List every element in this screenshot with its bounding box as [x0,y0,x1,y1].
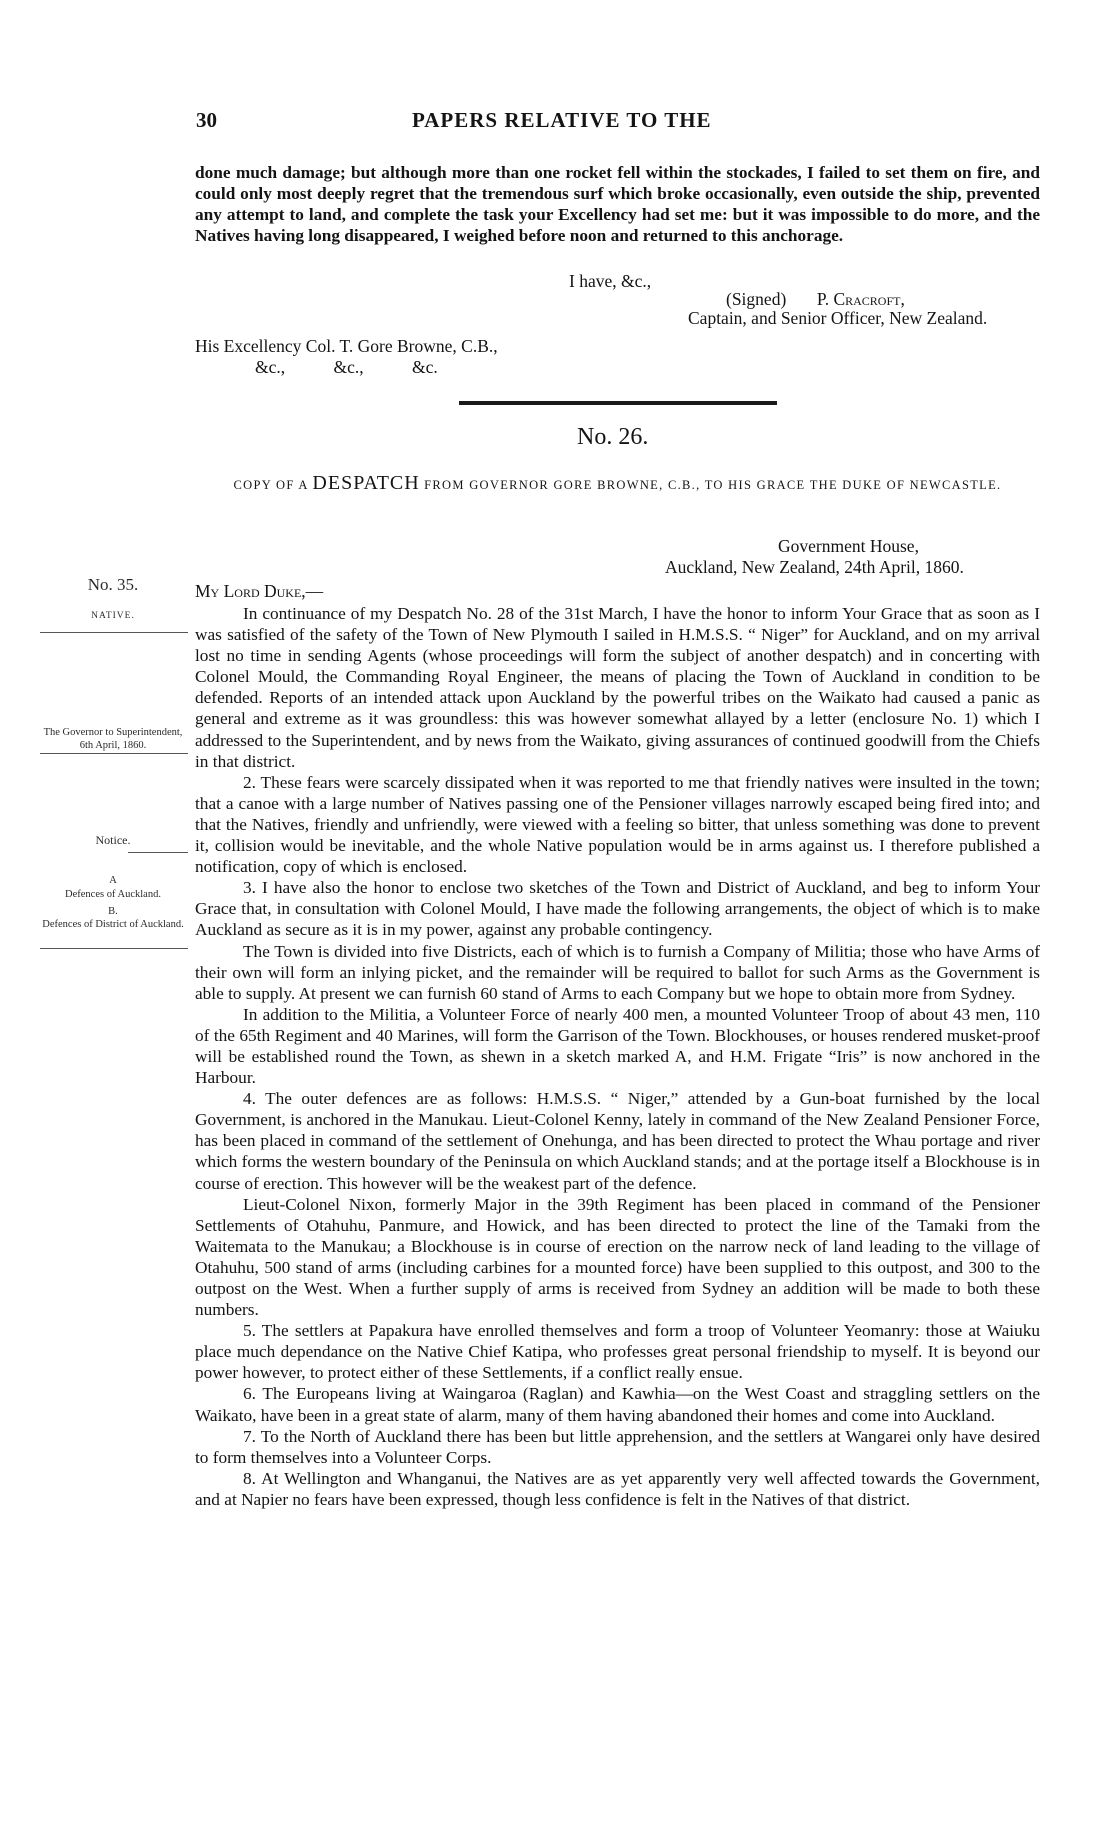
margin-rule [40,632,188,633]
margin-note-notice: Notice. [95,833,131,847]
body-paragraph: 6. The Europeans living at Waingaroa (Raglan) and Kawhia—on the West Coast and straggling settlers on the Waikato, have been in a great state of alarm, many of them having abandoned their homes and come into Auckland. [195,1384,1040,1425]
section-divider [459,401,777,405]
despatch-heading [195,472,1040,496]
margin-rule [40,753,188,754]
signer-title: Captain, and Senior Officer, New Zealand. [688,308,988,328]
addressee-etc: &c., &c., &c. [255,357,438,377]
margin-rule [40,948,188,949]
margin-note-a: A [109,875,117,886]
previous-despatch-closing [195,162,1040,246]
margin-note-superintendent: The Governor to Superintendent, 6th April, 1860. [43,727,183,751]
body-paragraph: The Town is divided into five Districts, each of which is to furnish a Company of Militia; those who have Arms of their own will form an inlying picket, and the remainder will be required to ballot for such Arms as the Government is able to supply. At present we can furnish 60 stand of Arms to each Company but we hope to obtain more from Sydney. [195,941,1040,1003]
body-paragraph: In continuance of my Despatch No. 28 of the 31st March, I have the honor to inform Your Grace that as soon as I was satisfied of the safety of the Town of New Plymouth I sailed in H.M.S.S. “ Niger” for Auckland, and on my arrival lost no time in sending Agents (whose proceedings will form the subject of another despatch) and in concerting with Colonel Mould, the Commanding Royal Engineer, the means of placing the Town of Auckland in condition to be defended. Reports of an intended attack upon Auckland by the powerful tribes on the Waikato had caused a panic as general and extreme as it was groundless: this was however somewhat allayed by a letter (enclosure No. 1) which I addressed to the Superintendent, and by news from the Waikato, giving assurances of continued goodwill from the Chiefs in that district. [195,604,1040,771]
salutation: My Lord Duke,— [195,581,324,601]
signature-line [726,289,905,310]
body-paragraph: 3. I have also the honor to enclose two sketches of the Town and District of Auckland, and beg to inform Your Grace that, in consultation with Colonel Mould, I have made the following arrangements, the object of which is to make Auckland as secure as it is in my power, against any probable contingency. [195,878,1040,940]
body-paragraph: 8. At Wellington and Whanganui, the Natives are as yet apparently very well affected towards the Government, and at Napier no fears have been expressed, though less confidence is felt in the Natives of that district. [195,1468,1040,1509]
signer-name: P. Cracroft, [816,289,905,309]
body-paragraph: 5. The settlers at Papakura have enrolled themselves and form a troop of Volunteer Yeomanry: those at Waiuku place much dependance on the Native Chief Katipa, who professes great personal friendship to myself. It is beyond our power however, to protect either of these Settlements, if a conflict really ensue. [195,1321,1040,1383]
closing-paragraph: done much damage; but although more than one rocket fell within the stockades, I failed to set them on fire, and could only most deeply regret that the tremendous surf which broke occasionally, even outside the ship, prevented any attempt to land, and complete the task your Excellency had set me: but it was impossible to do more, and the Natives having long disappeared, I weighed before noon and returned to this anchorage. [195,163,1040,246]
sign-off: I have, &c., [569,271,652,291]
running-head: PAPERS RELATIVE TO THE [412,108,712,132]
body-paragraph: In addition to the Militia, a Volunteer Force of nearly 400 men, a mounted Volunteer Troop of about 43 men, 110 of the 65th Regiment and 40 Marines, will form the Garrison of the Town. Blockhouses, or houses rendered musket-proof will be established round the Town, as shewn in a sketch marked A, and H.M. Frigate “Iris” is now anchored in the Harbour. [195,1004,1040,1088]
body-paragraph: 7. To the North of Auckland there has been but little apprehension, and the settlers at Wangarei only have desired to form themselves into a Volunteer Corps. [195,1426,1040,1467]
heading-word: DESPATCH [312,472,420,494]
margin-ref-number: No. 35. [87,575,139,594]
margin-note-district: Defences of District of Auckland. [42,919,184,930]
page-number: 30 [196,108,217,132]
margin-rule [128,852,188,853]
body-paragraph: 2. These fears were scarcely dissipated when it was reported to me that friendly natives were insulted in the town; that a canoe with a large number of Natives passing one of the Pensioner villages narrowly escaped being fired into; and that the Natives, friendly and unfriendly, were viewed with a feeling so bitter, that unless something was done to prevent it, collision would be inevitable, and the whole Native population would be in arms against us. I therefore published a notification, copy of which is enclosed. [195,772,1040,877]
heading-post: FROM GOVERNOR GORE BROWNE, C.B., TO HIS GRACE THE DUKE OF NEWCASTLE. [424,478,1002,492]
signed-label: (Signed) [726,289,787,309]
despatch-body [195,603,1040,1510]
addressee: His Excellency Col. T. Gore Browne, C.B., [195,336,498,356]
place-line-2: Auckland, New Zealand, 24th April, 1860. [665,557,964,577]
despatch-number: No. 26. [577,424,649,450]
body-paragraph: Lieut-Colonel Nixon, formerly Major in the 39th Regiment has been placed in command of the Pensioner Settlements of Otahuhu, Panmure, and Howick, and has been directed to protect the line of the Tamaki from the Waitemata to the Manukau; a Blockhouse is in course of erection on the narrow neck of land leading to the village of Otahuhu, 500 stand of arms (including carbines for a mounted force) have been supplied to this outpost, and 300 to the outpost on the West. When a further supply of arms is received from Sydney an addition will be made to both these numbers. [195,1194,1040,1320]
margin-note-b: B. [108,906,118,917]
place-line-1: Government House, [778,536,919,556]
heading-pre: COPY OF A [233,478,308,492]
margin-note-defences: Defences of Auckland. [65,889,161,900]
body-paragraph: 4. The outer defences are as follows: H.M.S.S. “ Niger,” attended by a Gun-boat furnished by the local Government, is anchored in the Manukau. Lieut-Colonel Kenny, lately in command of the New Zealand Pensioner Force, has been placed in command of the settlement of Onehunga, and has been directed to protect the Whau portage and river which forms the western boundary of the Peninsula on which Auckland stands; and at the portage itself a Blockhouse is in course of erection. This however will be the weakest part of the defence. [195,1089,1040,1193]
margin-ref-series: NATIVE. [91,611,135,621]
